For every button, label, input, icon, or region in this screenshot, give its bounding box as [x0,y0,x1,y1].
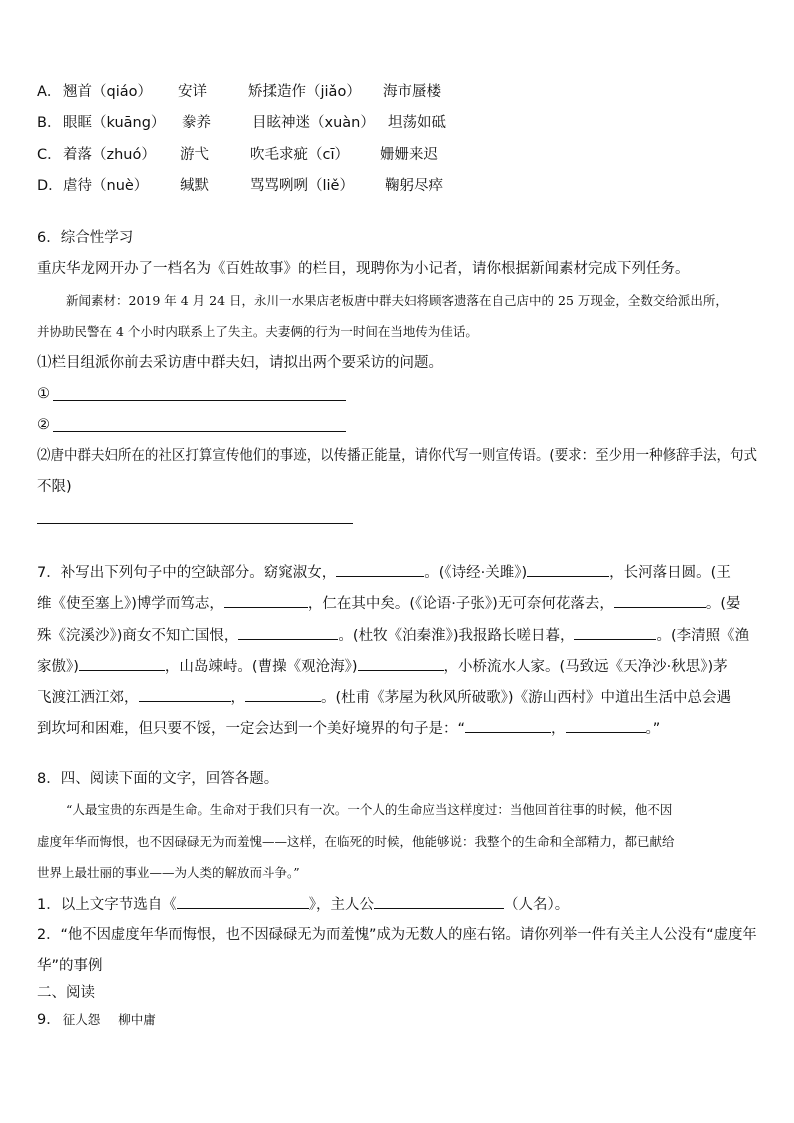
q7-text: ， [230,690,245,706]
q7-text: 。(《诗经·关雎》) [424,565,528,581]
q7-text: 维《使至塞上》)博学而笃志， [37,596,224,612]
q7-line-5 [37,687,731,708]
fill-blank[interactable] [358,656,444,671]
option-c [37,145,757,165]
fill-blank[interactable] [224,593,308,608]
q7-text: ，仁在其中矣。(《论语·子张》)无可奈何花落去， [307,596,614,612]
q7-line-2 [37,593,741,614]
q7-text: 7．补写出下列句子中的空缺部分。窈窕淑女， [37,565,337,581]
answer-line-slogan[interactable] [37,523,353,524]
q7-text: 。(杜甫《茅屋为秋风所破歌》)《游山西村》中道出生活中总会遇 [321,690,732,706]
q8-sub-1 [37,894,569,915]
fill-blank[interactable] [566,718,646,733]
protagonist-blank[interactable] [374,894,504,909]
q7-line-4 [37,656,728,677]
q6-intro: 重庆华龙网开办了一档名为《百姓故事》的栏目，现聘你为小记者，请你根据新闻素材完成下列任务。 [37,261,690,277]
fill-blank[interactable] [527,562,609,577]
q7-text: 飞渡江洒江郊， [37,690,139,706]
q7-text: ，小桥流水人家。(马致远《天净沙·秋思》)茅 [443,659,728,675]
option-letter: A． [37,84,62,100]
fill-blank[interactable] [79,656,165,671]
fill-blank[interactable] [465,718,551,733]
q8-text: 1．以上文字节选自《 [37,897,177,913]
option-item: 矫揉造作（jiǎo） [248,84,361,100]
option-item: 目眩神迷（xuàn） [252,115,375,131]
option-item: 虐待（nuè） [63,178,149,194]
q9-heading [37,1010,156,1030]
fill-blank[interactable] [336,562,424,577]
q8-text: （人名）。 [503,897,570,913]
q7-text: 。(晏 [705,596,741,612]
q7-text: 到坎坷和困难，但只要不馁，一定会达到一个美好境界的句子是：“ [37,721,466,737]
answer-line-2[interactable] [53,431,346,432]
option-a [37,82,757,102]
fill-blank[interactable] [614,593,706,608]
q7-text: 。(李清照《渔 [656,628,750,644]
q8-sub-2-line-2: 华”的事例 [37,958,103,974]
q7-text: 。(杜牧《泊秦淮》)我报路长嗟日暮， [338,628,575,644]
option-item: 骂骂咧咧（liě） [250,178,354,194]
q8-title: 8．四、阅读下面的文字，回答各题。 [37,771,279,787]
q6-title: 6．综合性学习 [37,230,134,246]
answer-mark-2: ② [37,417,50,433]
option-item: 坦荡如砥 [388,115,446,131]
q7-line-3 [37,625,749,646]
q7-text: ， [551,721,566,737]
fill-blank[interactable] [238,625,338,640]
q7-text: ，长河落日圆。(王 [609,565,731,581]
option-item: 鞠躬尽瘁 [385,178,443,194]
q8-passage-line-2: 虚度年华而悔恨，也不因碌碌无为而羞愧——这样，在临死的时候，他能够说：我整个的生命和全部精力，都已献给 [37,834,675,849]
q7-line-6 [37,718,660,739]
q7-text: 殊《浣溪沙》)商女不知亡国恨， [37,628,239,644]
fill-blank[interactable] [139,687,231,702]
q6-task-2-line-1: ⑵唐中群夫妇所在的社区打算宣传他们的事迹，以传播正能量，请你代写一则宣传语。(要求：至少用一种修辞手法，句式 [37,448,757,464]
option-item: 缄默 [180,178,209,194]
book-title-blank[interactable] [177,894,309,909]
option-letter: B． [37,115,62,131]
section-heading: 二、阅读 [37,985,95,1001]
answer-mark-1: ① [37,386,50,402]
option-item: 翘首（qiáo） [63,84,152,100]
q8-passage-line-3: 世界上最壮丽的事业——为人类的解放而斗争。” [37,865,300,880]
q6-task-2-line-2: 不限) [37,479,72,495]
q7-line-1 [37,562,731,583]
q7-text: 家傲》) [37,659,79,675]
fill-blank[interactable] [245,687,321,702]
option-item: 着落（zhuó） [63,147,156,163]
answer-line-1[interactable] [53,400,346,401]
q7-text: 。” [645,721,661,737]
option-item: 眼眶（kuāng） [63,115,166,131]
option-item: 安详 [178,84,207,100]
q8-passage-line-1: “人最宝贵的东西是生命。生命对于我们只有一次。一个人的生命应当这样度过：当他回首往事的时候，他不因 [66,802,673,817]
option-item: 豢养 [182,115,211,131]
fill-blank[interactable] [574,625,656,640]
q7-text: ，山岛竦峙。(曹操《观沧海》) [164,659,358,675]
q6-news-line-1: 新闻素材：2019 年 4 月 24 日，永川一水果店老板唐中群夫妇将顾客遗落在自己店中的 25 万现金，全数交给派出所， [66,293,728,308]
option-item: 海市蜃楼 [383,84,441,100]
q9-number: 9． [37,1012,61,1028]
q8-sub-2-line-1: 2．“他不因虚度年华而悔恨，也不因碌碌无为而羞愧”成为无数人的座右铭。请你列举一件有关主人公没有“虚度年 [37,927,757,943]
option-d [37,176,757,196]
q6-task-1: ⑴栏目组派你前去采访唐中群夫妇，请拟出两个要采访的问题。 [37,355,443,371]
option-item: 游弋 [180,147,209,163]
option-item: 姗姗来迟 [380,147,438,163]
option-letter: D． [37,178,63,194]
poem-author: 柳中庸 [118,1012,156,1027]
option-item: 吹毛求疵（cī） [250,147,350,163]
q6-news-line-2: 并协助民警在 4 个小时内联系上了失主。夫妻俩的行为一时间在当地传为佳话。 [37,324,478,339]
option-b [37,113,757,133]
option-letter: C． [37,147,62,163]
q8-text: 》，主人公 [308,897,374,913]
poem-title: 征人怨 [62,1012,101,1027]
